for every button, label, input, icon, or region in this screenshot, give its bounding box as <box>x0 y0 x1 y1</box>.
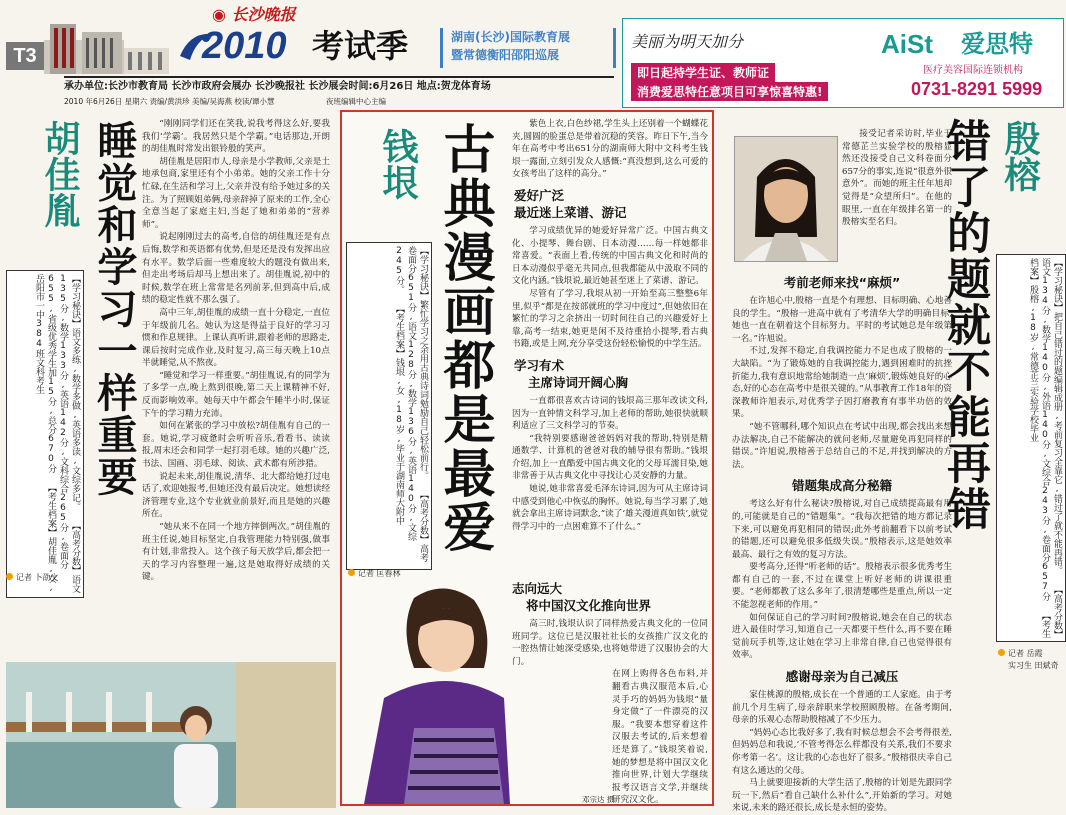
story-left-body <box>142 118 330 658</box>
student-profile: 【考生档案】胡佳胤,女,岳阳市一中384班文科考生 <box>34 274 56 593</box>
story-left-photo <box>6 662 336 808</box>
section-heading-2: 主席诗词开阔心胸 <box>528 374 629 390</box>
paragraph: 说起未来,胡佳胤说,清华、北大都给她打过电话了,欢迎她报考,但她还没有最后决定。她想读经济管理专业,这个专业就业前景好,而且是她的兴趣所在。 <box>142 471 330 520</box>
paragraph: 如何在紧张的学习中放松?胡佳胤有自己的一套。她说,学习疲惫时会听听音乐,看看书、读读报,周末还会和同学一起打羽毛球。她的兴趣广泛,书法、国画、羽毛球、阅读、武术都有所涉猎。 <box>142 421 330 470</box>
exam-score: 【高考分数】高考卷面分651分,语文128分,数学136分,英语140分,文综245分。 <box>394 246 428 562</box>
expo-line-1: 湖南(长沙)国际教育展 <box>451 30 570 44</box>
story-right-profile-box <box>996 254 1066 642</box>
organizer-line: 承办单位:长沙市教育局 长沙市政府会展办 长沙晚报社 长沙展会时间:6月26日 地点:贺龙体育场 <box>64 81 491 92</box>
story-left-name: 胡佳胤 <box>39 120 81 228</box>
student-profile: 【考生档案】钱垠,女,18岁,毕业于湖南师大附中 <box>394 304 404 525</box>
building-graphic <box>24 18 174 74</box>
ad-box <box>622 18 1064 108</box>
section-heading <box>512 580 708 614</box>
bullet-icon <box>6 573 13 580</box>
paper-logo-icon: ◉ <box>212 5 232 24</box>
story-middle-photo <box>344 578 510 804</box>
story-middle <box>340 110 714 806</box>
bullet-icon <box>348 569 355 576</box>
paragraph: 马上就要迎接新的大学生活了,殷榕的计划是先跟同学玩一下,然后“看自己缺什么补什么”,开始新的学习。对她来说,未来的路还很长,成长是永恒的姿势。 <box>732 778 952 814</box>
paragraph: 考这么好有什么秘诀?殷榕说,对自己成绩提高最有用的,可能就是自己的“错题集”。“我每次把错的地方都记录下来,可以避免再犯相同的错误;此外考前翻看下以前考试的错题,还可以避免很多低级失误。”殷榕表示,这是她效率最高、最行之有效的复习方法。 <box>732 499 952 560</box>
paragraph: 学习成绩优异的她爱好异常广泛。中国古典文化、小提琴、舞台剧、日本动漫……每一样她都非常喜爱。“表面上看,传统的中国古典文化和时尚的日本动漫似乎毫无共同点,但我都能从中汲取不同的文化内涵。”钱垠说,最近她甚至迷上了菜谱、游记。 <box>512 225 708 287</box>
paragraph: 尽管有了学习,我垠从初一开始至高三整整6年里,似乎“都是在按部就班的学习中度过”,但她依旧在繁忙的学习之余挤出一切时间往自己的兴趣爱好上靠,高考一结束,她更是闲不及待重拾小提琴,看古典书籍,或是上网,充分享受这份轻松愉悦的中学生活。 <box>512 288 708 350</box>
paragraph: “妈妈心态比我好多了,我有时候总想会不会考得很差,但妈妈总和我说,‘不管考得怎么样都没有关系,我们不要求你考第一名’。这让我的心态也好了很多。”殷榕很庆幸自己有这么通达的父母。 <box>732 727 952 776</box>
section-heading-1: 志向远大 <box>512 581 563 596</box>
ad-phone: 0731-8291 5999 <box>911 79 1043 99</box>
section-heading: 考前老师来找“麻烦” <box>783 275 901 290</box>
paragraph: 高三时,钱垠认识了同样热爱古典文化的一位同班同学。这位已是汉服社社长的女孩推广汉文化的一腔热情让她深受感染,也将她带进了汉服协会的大门。 <box>512 619 708 667</box>
paragraph: 高中三年,胡佳胤的成绩一直十分稳定,一直位于年级前几名。她认为这是得益于良好的学习习惯和作息规律。上课认真听讲,跟着老师的思路走,课后按时完成作业,及时复习,高三每天晚上10点半就睡觉,从不熬夜。 <box>142 307 330 369</box>
section-heading: 感谢母亲为自己减压 <box>785 669 899 685</box>
ad-line-1: 即日起持学生证、教师证 <box>631 63 775 82</box>
story-right <box>716 110 1066 814</box>
masthead-year: 2010 <box>202 25 287 67</box>
story-right-headline: 错了的题就不能再错 <box>939 118 990 532</box>
story-right-photo <box>734 136 838 262</box>
ad-line-2: 消费爱思特任意项目可享惊喜特惠! <box>631 82 828 101</box>
section-heading <box>514 357 708 391</box>
date-line: 2010 年6月26日 星期六 责编/黄洪珍 美编/吴海燕 校读/谭小慧 <box>64 97 275 106</box>
paragraph: 胡佳胤是居阳市人,母亲是小学教师,父亲是土地承包商,家里还有个小弟弟。她的父亲工作十分忙碌,在生活和学习上,父亲并没有给予她过多的关注。为了照顾姐弟俩,母亲辞掉了原来的工作,全心全意当起了家庭主妇,当起了她和弟弟的“营养师”。 <box>142 156 330 230</box>
story-left-profile-box <box>6 270 84 598</box>
intro-paragraph: 紫色上衣,白色纱裙,学生头上还别着一个蝴蝶花夹,圆圆的脸蛋总是带着沉稳的笑容。昨日下午,当今年在高考中考出651分的湖南师大附中文科考生钱垠一露面,立刻引发众人感慨:“真没想到,这么可爱的女孩考出了这样的高分。” <box>512 119 708 180</box>
ad-brand-desc: 医疗美容国际连锁机构 <box>923 65 1023 76</box>
paragraph: 一直都很喜欢古诗词的钱垠高三那年改读文科,因为一直钟情文科学习,加上老师的帮助,她很快就顺利适应了三文科学习的节奏。 <box>512 395 708 432</box>
ad-brand-cn: 爱思特 <box>961 30 1033 58</box>
section-heading-2: 将中国汉文化推向世界 <box>526 598 652 613</box>
expo-line-2: 暨常德衡阳邵阳巡展 <box>451 48 560 62</box>
paragraph: 她说,她非常喜爱毛泽东诗词,因为可从主席诗词中感受到他心中恢弘的胸怀。她说,每当学习累了,她就会拿出主席诗词默念,“读了‘雄关漫道真如铁’,就觉得学习中的一点困难算不了什么。” <box>512 484 708 532</box>
section-heading-1: 爱好广泛 <box>514 187 565 203</box>
paragraph: “我特别要感谢爸爸妈妈对我的帮助,特别是精通数学、计算机的爸爸对我的辅导很有帮助。”钱垠介绍,加上一直酷爱中国古典文化的父母耳濡目染,她非常善于从古典文化中寻找让心灵安静的力量。 <box>512 433 708 482</box>
exam-score: 【高考分数】语文134分,数学140分,外语140分,文综合243分,卷面分657分 <box>1040 258 1062 635</box>
paragraph: 不过,发挥不稳定,自我调控能力不足也成了殷榕的一大缺陷。“为了锻炼她的自我调控能力,遇到困难时的抗挫折能力,我有意识地常给她制造一点‘麻烦’,锻炼她良好的心态,好的心态在高考中是很关键的。”从事教育工作18年的资深教师许旭表示,对优秀学子因打磨教育有事半功倍的效果。 <box>732 346 953 420</box>
story-left <box>0 110 340 810</box>
section-heading: 错题集成高分秘籍 <box>791 478 892 494</box>
intern-text: 实习生 田斌奇 <box>1008 661 1059 670</box>
story-left-reporter <box>6 572 59 583</box>
page-code: T3 <box>6 42 44 70</box>
study-secret: 【学习秘诀】把自己错过的题编辑成册,考前复习全靠它,错过了就不能再错。 <box>1052 258 1062 575</box>
paragraph: 说起刚刚过去的高考,自信的胡佳胤还是有点后悔,数学和英语都有优势,但是还是没有发挥出应有水平。数学后面一些难度较大的题没有做出来,但走出考场后却马上想出来了。胡佳胤说,初中的时候,数学在班上常常是名列前茅,但到高中后,成绩的稳定性就不那么强了。 <box>142 232 330 306</box>
paragraph: “她不管哪科,哪个知识点在考试中出现,都会找出来想办法解决,自己不能解决的就问老师,尽量避免再犯同样的错误。”许旭说,殷榕善于总结自己的不足,并找到解决的方法。 <box>732 421 952 470</box>
paragraph: 家住桃源的殷榕,成长在一个普通的工人家庭。由于考前几个月生病了,母亲辞职来学校照顾殷榕。在备考期间,母亲的乐观心态帮助殷榕减了不少压力。 <box>732 690 952 726</box>
building-skyline-icon <box>24 18 174 74</box>
masthead-rule-top <box>64 76 614 78</box>
ad-slogan: 美丽为明天加分 <box>631 32 744 51</box>
story-right-name: 殷榕 <box>999 120 1041 192</box>
reporter-text: 记者 匡春林 <box>358 569 401 578</box>
paragraph: 如何保证自己的学习时间?殷榕说,她会在自己的状态进入最佳时学习,知道自己一天都要干些什么,再不要在睡觉前玩手机等,这让她在学习上非常自律,自己也觉得很有效率。 <box>732 612 952 661</box>
story-left-headline: 睡觉和学习一样重要 <box>91 120 137 498</box>
reporter-text: 记者 岳霞 <box>1008 649 1043 658</box>
exam-score: 【高考分数】语文135分,数学133分,英语142分,文科综合265分,卷面分655,省级优秀学生加15分,总分670分 <box>46 274 80 593</box>
student-photo-icon <box>344 578 510 804</box>
story-right-reporter <box>998 648 1059 672</box>
story-middle-profile-box <box>346 242 432 570</box>
student-portrait-icon <box>735 137 837 261</box>
study-secret: 【学习秘诀】语文多练,数学多做,英语多读,文综多记。 <box>70 274 80 511</box>
masthead-title: 考试季 <box>312 27 409 65</box>
paper-name <box>212 4 296 26</box>
center-label: 夜班编辑中心主编 <box>326 97 386 106</box>
story-middle-name: 钱垠 <box>377 128 419 200</box>
section-heading <box>514 187 708 221</box>
paragraph: 要考高分,还得“听老师的话”。殷榕表示很多优秀考生都有自己的一套,不过在课堂上听好老师的讲课很重要。“老师都教了这么多年了,很清楚哪些是重点,所以一定不能忽视老师的作用。” <box>732 562 952 611</box>
section-heading-1: 学习有术 <box>514 357 565 373</box>
paragraph: “刚刚同学们还在笑我,说我考得这么好,要我我们‘学霸’。我居然只是个学霸。”电话那边,开朗的胡佳胤时常发出银铃般的笑声。 <box>142 119 330 155</box>
section-heading-2: 最近迷上菜谱、游记 <box>514 204 627 220</box>
ad-brand-latin: AiSt <box>881 29 933 59</box>
story-middle-photographer: 邓宗达 摄 <box>582 795 615 804</box>
paragraph: “她从来不在同一个地方摔倒两次。”胡佳胤的班主任说,她目标坚定,自我管理能力特别强,做事有计划,非常投入。这个孩子每天放学后,都会把一天的学习内容整理一遍,这是她取得好成绩的关键。 <box>142 522 330 583</box>
story-right-intro: 接受记者采访时,毕业于常德芷兰实验学校的殷榕显然还没接受自己文科卷面分657分的事实,连说“很意外很意外”。而她的班主任年旭却觉得是“众望所归”。在他的眼里,一直在年级排名第一的殷榕实至名归。 <box>842 129 952 228</box>
story-middle-body <box>512 118 708 580</box>
bullet-icon <box>998 649 1005 656</box>
story-middle-headline: 古典漫画都是最爱 <box>434 122 494 554</box>
expo-box <box>440 28 616 68</box>
story-right-body <box>732 274 953 814</box>
paper-name-text: 长沙晚报 <box>231 5 296 24</box>
paragraph: 在网上购得各色布料,并翻看古典汉服范本后,心灵手巧的妈妈为钱垠“量身定做”了一件漂亮的汉服。“我要本想穿着这件汉服去考试的,后来想着还是算了。”钱垠笑着说,她的梦想是将中国汉文化推向世界,计划大学继续报考汉语言文学,并继续研究汉文化。 <box>612 669 708 806</box>
reporter-text: 记者 卜劭文 <box>16 573 59 582</box>
study-secret: 【学习秘诀】繁忙学习之余用古典诗词勉励自己轻松前行。 <box>418 246 428 480</box>
student-photo-icon <box>6 662 336 808</box>
paragraph: “睡觉和学习一样重要。”胡佳胤说,有的同学为了多学一点,晚上熬到很晚,第二天上课精神不好,反而影响效率。她每天中午都会午睡半小时,保证下午的学习精力充沛。 <box>142 370 330 419</box>
student-profile: 【考生档案】殷榕,18岁,常德芷兰实验学校毕业 <box>1028 258 1050 638</box>
paragraph: 在许旭心中,殷榕一直是个有理想、目标明确、心地善良的学生。“殷榕一进高中就有了考清华大学的明确目标,她也一直在朝着这个目标努力。平时的考试她总是年级第一名。”许旭说。 <box>732 296 952 344</box>
